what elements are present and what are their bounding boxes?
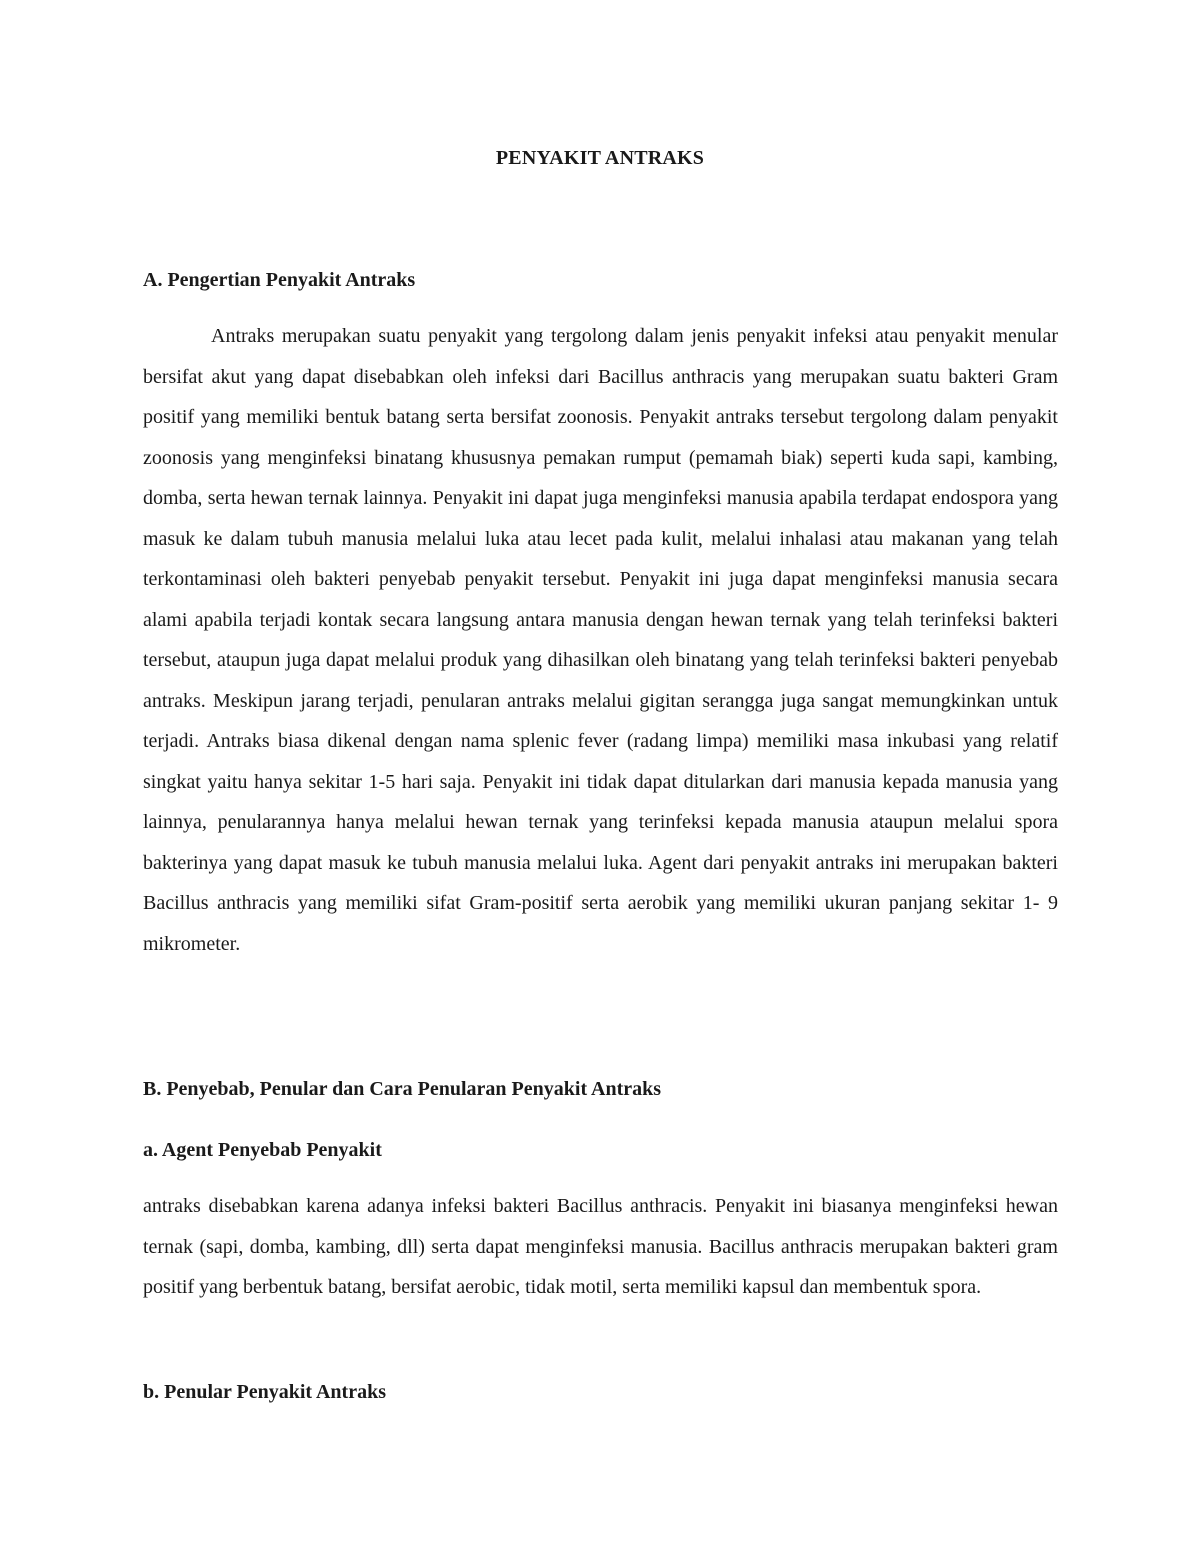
subsection-heading-a: a. Agent Penyebab Penyakit: [143, 1139, 382, 1161]
subsection-a-paragraph: antraks disebabkan karena adanya infeksi bakteri Bacillus anthracis. Penyakit ini biasanya menginfeksi hewan ternak (sapi, domba, kambing, dll) serta dapat menginfeksi manusia. Bacillus anthracis merupakan bakteri gram positif yang berbentuk batang, bersifat aerobic, tidak motil, serta memiliki kapsul dan membentuk spora.: [143, 1195, 1058, 1298]
document-title: PENYAKIT ANTRAKS: [495, 147, 705, 169]
section-heading-a: A. Pengertian Penyakit Antraks: [143, 269, 416, 291]
section-a-paragraph: Antraks merupakan suatu penyakit yang tergolong dalam jenis penyakit infeksi atau penyakit menular bersifat akut yang dapat disebabkan oleh infeksi dari Bacillus anthracis yang merupakan suatu bakteri Gram positif yang memiliki bentuk batang serta bersifat zoonosis. Penyakit antraks tersebut tergolong dalam penyakit zoonosis yang menginfeksi binatang khususnya pemakan rumput (pemamah biak) seperti kuda sapi, kambing, domba, serta hewan ternak lainnya. Penyakit ini dapat juga menginfeksi manusia apabila terdapat endospora yang masuk ke dalam tubuh manusia melalui luka atau lecet pada kulit, melalui inhalasi atau makanan yang telah terkontaminasi oleh bakteri penyebab penyakit tersebut. Penyakit ini juga dapat menginfeksi manusia secara alami apabila terjadi kontak secara langsung antara manusia dengan hewan ternak yang telah terinfeksi bakteri tersebut, ataupun juga dapat melalui produk yang dihasilkan oleh binatang yang telah terinfeksi bakteri penyebab antraks. Meskipun jarang terjadi, penularan antraks melalui gigitan serangga juga sangat memungkinkan untuk terjadi. Antraks biasa dikenal dengan nama splenic fever (radang limpa) memiliki masa inkubasi yang relatif singkat yaitu hanya sekitar 1-5 hari saja. Penyakit ini tidak dapat ditularkan dari manusia kepada manusia yang lainnya, penularannya hanya melalui hewan ternak yang terinfeksi kepada manusia ataupun melalui spora bakterinya yang dapat masuk ke tubuh manusia melalui luka. Agent dari penyakit antraks ini merupakan bakteri Bacillus anthracis yang memiliki sifat Gram-positif serta aerobik yang memiliki ukuran panjang sekitar 1- 9 mikrometer.: [143, 325, 1058, 955]
section-heading-b: B. Penyebab, Penular dan Cara Penularan Penyakit Antraks: [143, 1078, 662, 1100]
subsection-heading-b: b. Penular Penyakit Antraks: [143, 1381, 386, 1403]
